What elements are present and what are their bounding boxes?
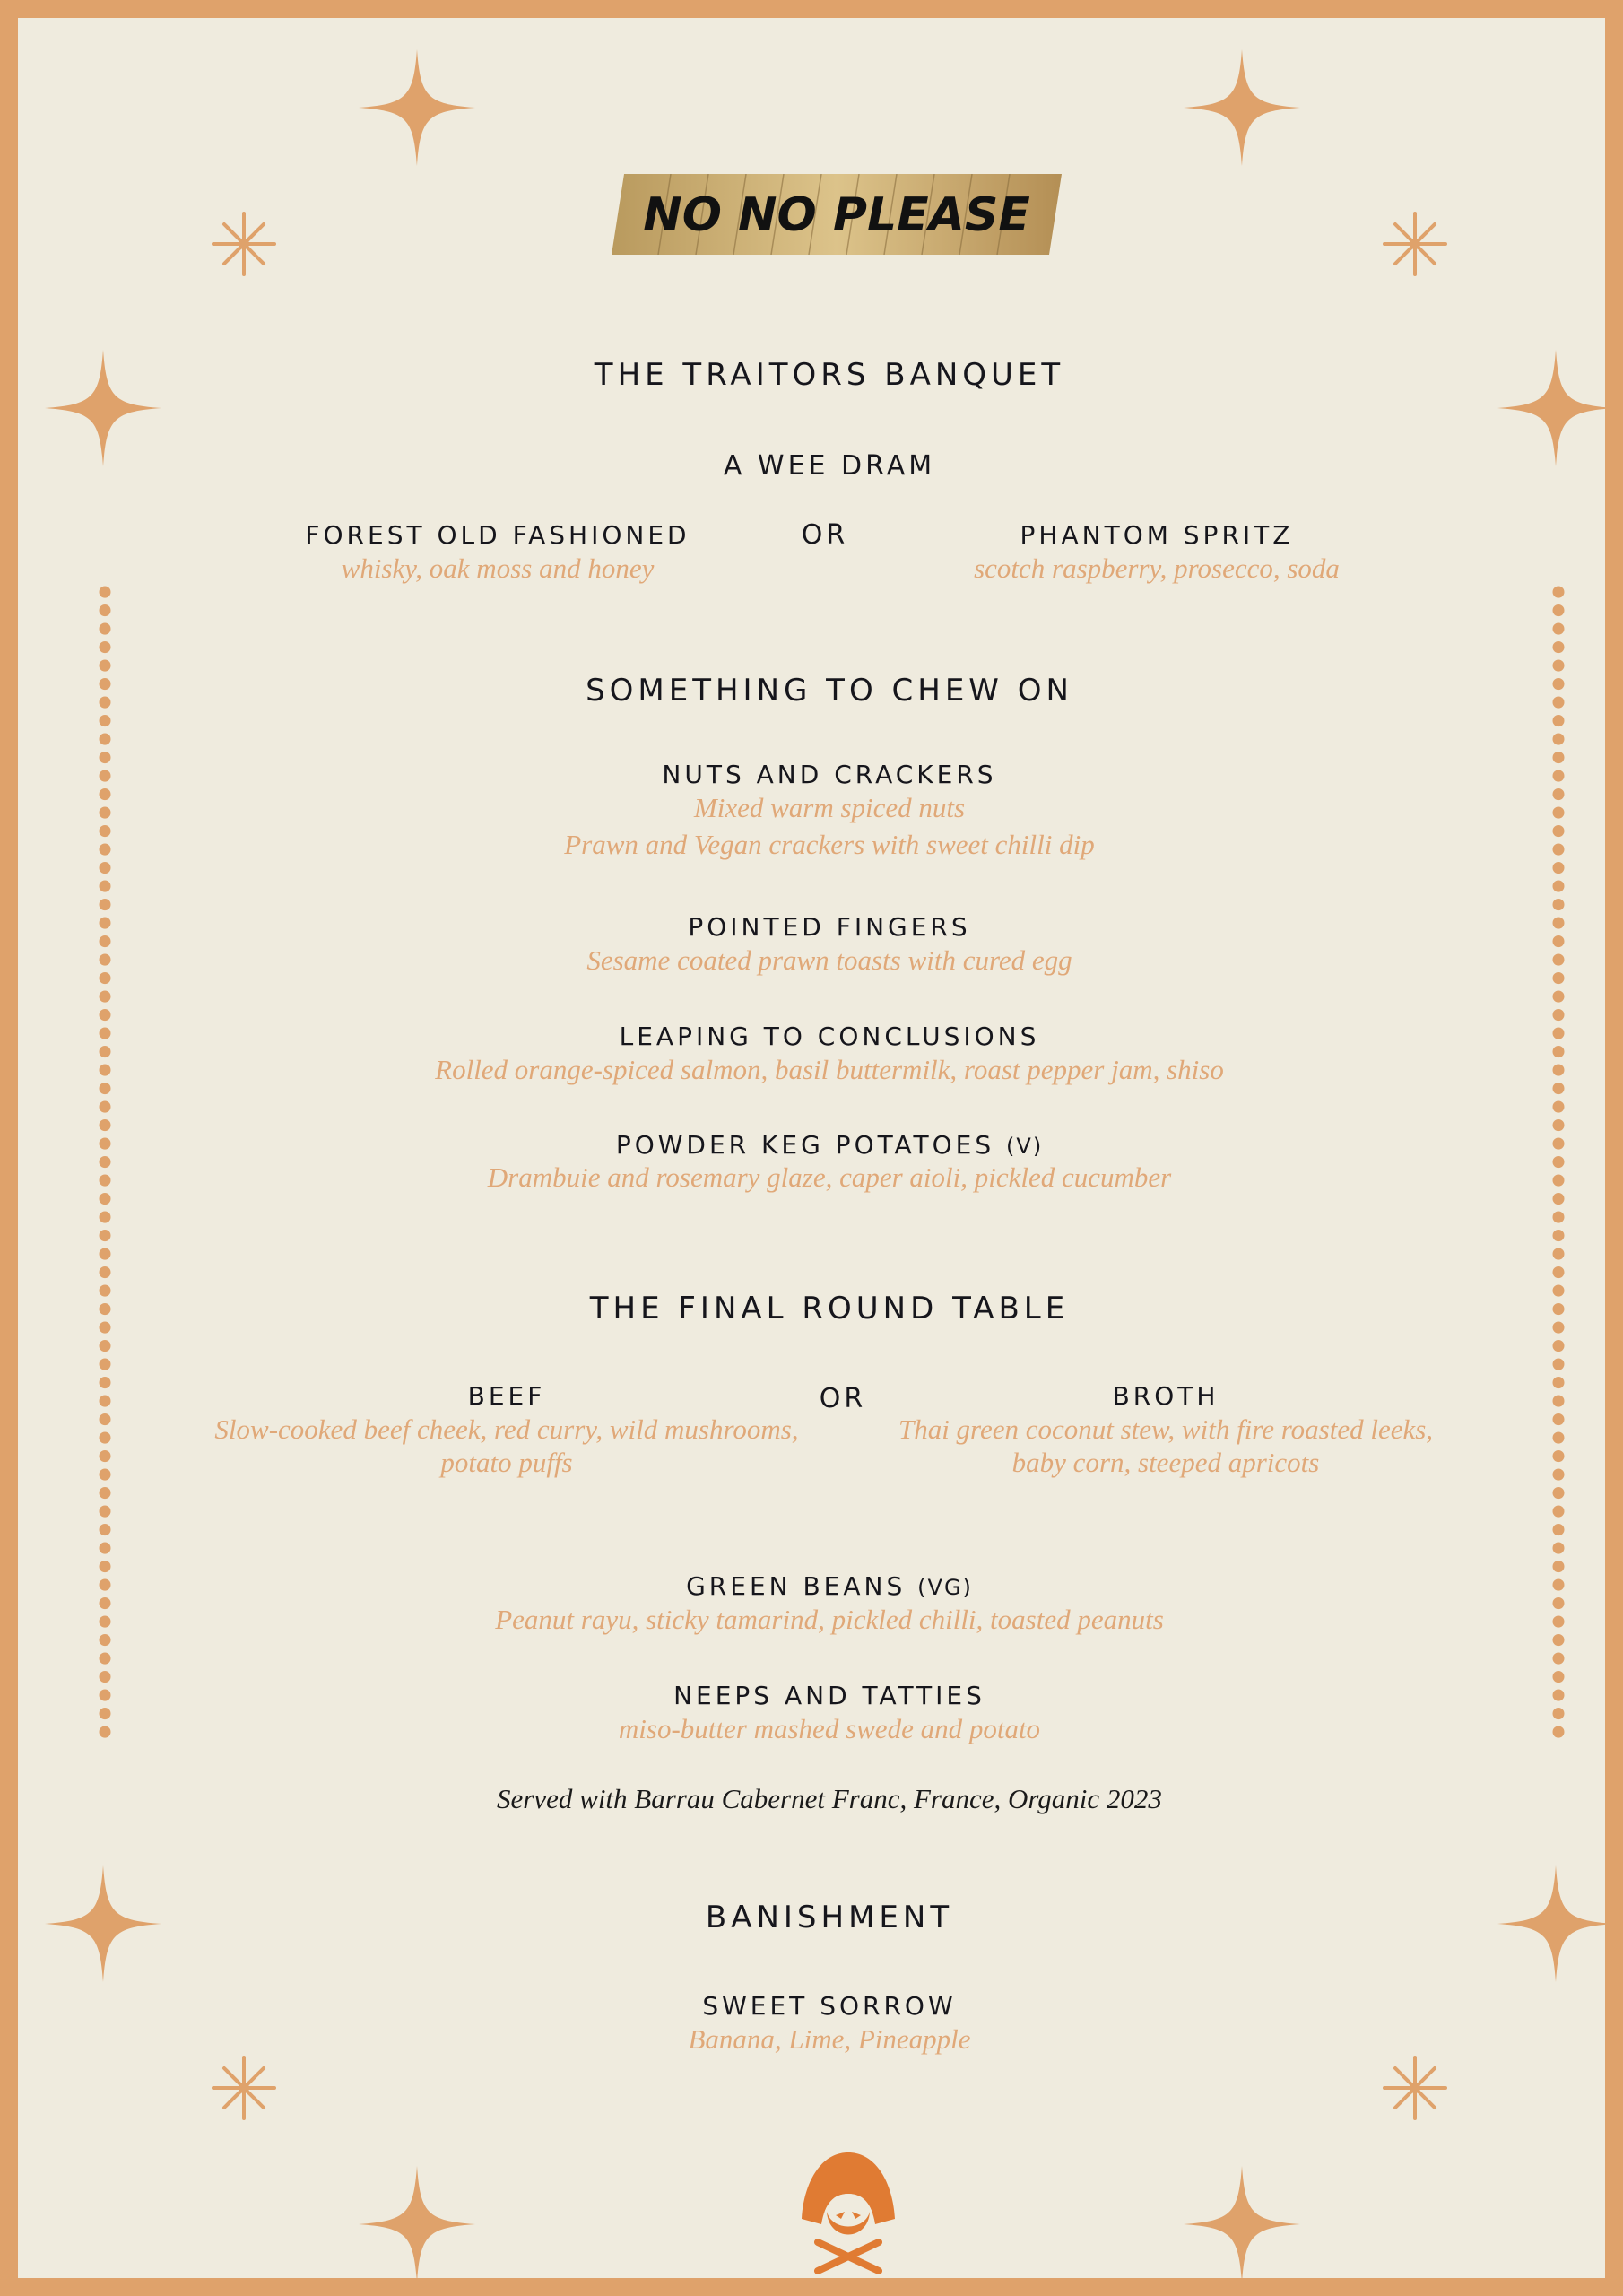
drink-description: whisky, oak moss and honey (341, 552, 655, 584)
hooded-chef-mascot-icon (796, 2149, 900, 2274)
crescent-moon-icon (140, 2030, 278, 2193)
four-point-star-icon (1184, 2166, 1300, 2283)
dietary-tag: (VG) (917, 1575, 973, 1600)
snack-description: Prawn and Vegan crackers with sweet chilli dip (564, 829, 1095, 860)
four-point-star-icon (359, 2166, 475, 2283)
snack-description: Mixed warm spiced nuts (693, 792, 966, 823)
four-point-star-icon (45, 350, 161, 466)
four-point-star-icon (1184, 49, 1300, 166)
drinks-heading: A WEE DRAM (723, 450, 936, 482)
or-divider: OR (801, 519, 849, 551)
main-name: BROTH (1112, 1381, 1219, 1411)
snack-name: POINTED FINGERS (688, 912, 971, 942)
crescent-moon-icon (1381, 139, 1519, 302)
corner-top-left (45, 49, 475, 466)
main-description: baby corn, steeped apricots (1011, 1447, 1320, 1478)
snack-description: Rolled orange-spiced salmon, basil buttermilk, roast pepper jam, shiso (435, 1054, 1224, 1085)
dessert-heading: BANISHMENT (705, 1900, 954, 1935)
drink-name: PHANTOM SPRITZ (1020, 520, 1294, 550)
four-point-star-icon (1497, 350, 1614, 466)
snacks-heading: SOMETHING TO CHEW ON (586, 673, 1073, 709)
snack-name (291, 1130, 1367, 1160)
side-name (291, 1571, 1367, 1601)
snack-name: LEAPING TO CONCLUSIONS (619, 1022, 1040, 1051)
asterisk-star-icon (1384, 213, 1445, 274)
drink-description: scotch raspberry, prosecco, soda (974, 552, 1340, 584)
main-name: BEEF (467, 1381, 546, 1411)
snack-name: NUTS AND CRACKERS (662, 760, 997, 789)
main-description: Thai green coconut stew, with fire roasted leeks, (898, 1413, 1434, 1445)
mains-heading: THE FINAL ROUND TABLE (589, 1291, 1070, 1326)
crescent-moon-icon (1381, 2030, 1519, 2193)
side-description: miso-butter mashed swede and potato (618, 1713, 1041, 1744)
asterisk-star-icon (1384, 2057, 1445, 2118)
four-point-star-icon (1497, 1866, 1614, 1982)
side-name-text: GREEN BEANS (686, 1571, 907, 1601)
brand-logo (612, 174, 1062, 255)
snack-name-text: POWDER KEG POTATOES (615, 1130, 995, 1160)
dessert-name: SWEET SORROW (702, 1991, 957, 2021)
main-description: Slow-cooked beef cheek, red curry, wild mushrooms, (214, 1413, 799, 1445)
four-point-star-icon (45, 1866, 161, 1982)
dietary-tag: (V) (1006, 1134, 1044, 1159)
main-description: potato puffs (440, 1447, 573, 1478)
menu-title: THE TRAITORS BANQUET (594, 357, 1065, 393)
drink-name: FOREST OLD FASHIONED (305, 520, 690, 550)
snack-description: Drambuie and rosemary glaze, caper aioli, pickled cucumber (487, 1161, 1172, 1193)
or-divider: OR (819, 1383, 867, 1414)
asterisk-star-icon (213, 213, 274, 274)
asterisk-star-icon (213, 2057, 274, 2118)
side-description: Peanut rayu, sticky tamarind, pickled chilli, toasted peanuts (495, 1604, 1164, 1635)
snack-description: Sesame coated prawn toasts with cured egg (586, 944, 1072, 976)
wine-pairing-note: Served with Barrau Cabernet Franc, France, Organic 2023 (497, 1783, 1162, 1814)
four-point-star-icon (359, 49, 475, 166)
side-name: NEEPS AND TATTIES (673, 1681, 985, 1710)
crescent-moon-icon (140, 139, 278, 302)
logo-text: NO NO PLEASE (643, 188, 1030, 242)
corner-top-right (1184, 49, 1614, 466)
dessert-description: Banana, Lime, Pineapple (688, 2023, 971, 2055)
